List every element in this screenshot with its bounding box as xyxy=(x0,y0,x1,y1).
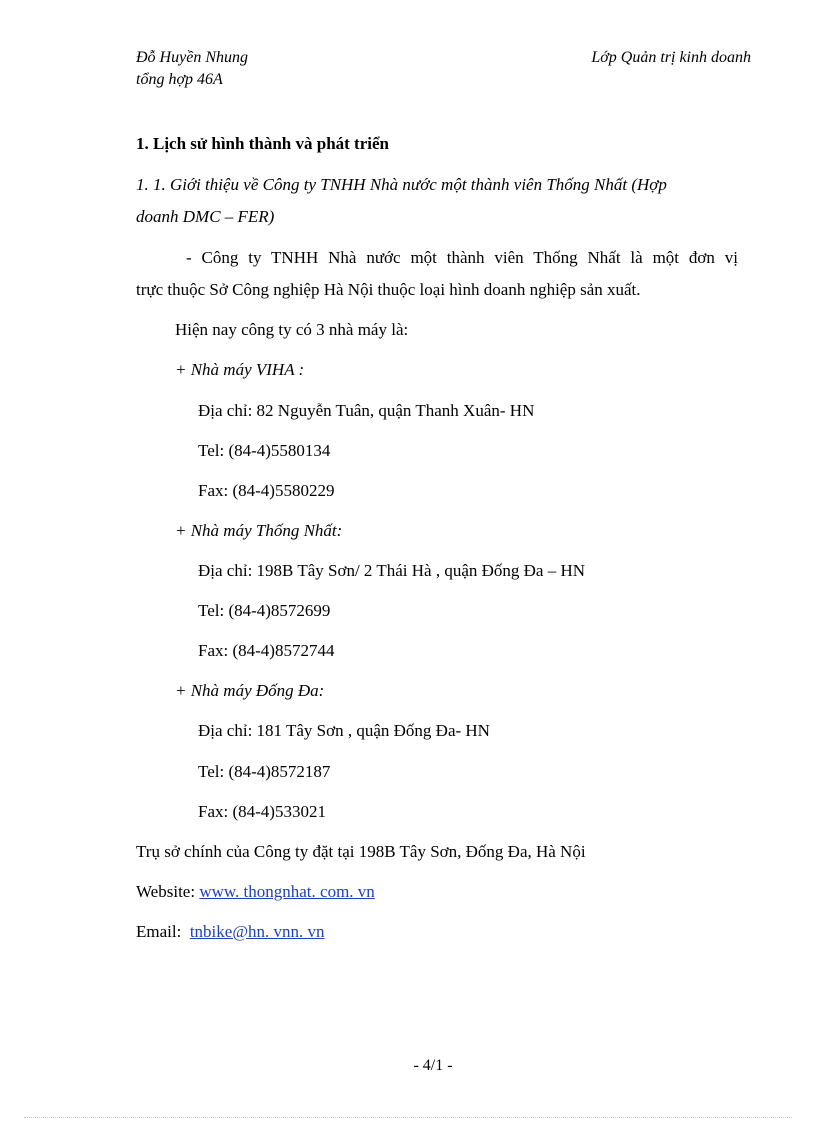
website-link[interactable]: www. thongnhat. com. vn xyxy=(199,882,375,901)
factory-address: Địa chỉ: 198B Tây Sơn/ 2 Thái Hà , quận Đống Đa – HN xyxy=(198,561,586,580)
section-title: 1. Lịch sử hình thành và phát triển xyxy=(136,134,389,153)
factory-address: Địa chỉ: 82 Nguyễn Tuân, quận Thanh Xuân- HN xyxy=(198,401,535,420)
header-class: Lớp Quản trị kinh doanh xyxy=(591,49,751,66)
intro-line2: trực thuộc Sở Công nghiệp Hà Nội thuộc loại hình doanh nghiệp sản xuất. xyxy=(136,280,641,299)
email-label: Email: xyxy=(136,922,182,941)
page-edge-divider xyxy=(24,1117,792,1118)
factory-fax: Fax: (84-4)533021 xyxy=(198,802,326,821)
website-line xyxy=(136,881,375,903)
intro-line1: - Công ty TNHH Nhà nước một thành viên Thống Nhất là một đơn vị xyxy=(186,248,738,267)
factory-tel: Tel: (84-4)8572699 xyxy=(198,601,331,620)
email-link[interactable]: tnbike@hn. vnn. vn xyxy=(189,922,325,941)
factory-fax: Fax: (84-4)5580229 xyxy=(198,481,335,500)
factory-tel: Tel: (84-4)5580134 xyxy=(198,441,331,460)
headquarters: Trụ sở chính của Công ty đặt tại 198B Tây Sơn, Đống Đa, Hà Nội xyxy=(136,842,586,861)
subsection-title-line1: 1. 1. Giới thiệu về Công ty TNHH Nhà nước một thành viên Thống Nhất (Hợp xyxy=(136,175,667,194)
header-course: tổng hợp 46A xyxy=(136,71,223,88)
factory-name: + Nhà máy Đống Đa: xyxy=(175,681,325,700)
subsection-title-line2: doanh DMC – FER) xyxy=(136,207,275,226)
factory-tel: Tel: (84-4)8572187 xyxy=(198,762,331,781)
factory-name: + Nhà máy Thống Nhất: xyxy=(175,521,343,540)
factory-name: + Nhà máy VIHA : xyxy=(175,360,305,379)
website-label: Website: xyxy=(136,882,196,901)
header-author: Đỗ Huyền Nhung xyxy=(136,49,248,66)
factory-fax: Fax: (84-4)8572744 xyxy=(198,641,335,660)
factory-address: Địa chỉ: 181 Tây Sơn , quận Đống Đa- HN xyxy=(198,721,490,740)
page-number: - 4/1 - xyxy=(413,1057,453,1074)
factories-intro: Hiện nay công ty có 3 nhà máy là: xyxy=(175,320,409,339)
email-line xyxy=(136,921,324,943)
